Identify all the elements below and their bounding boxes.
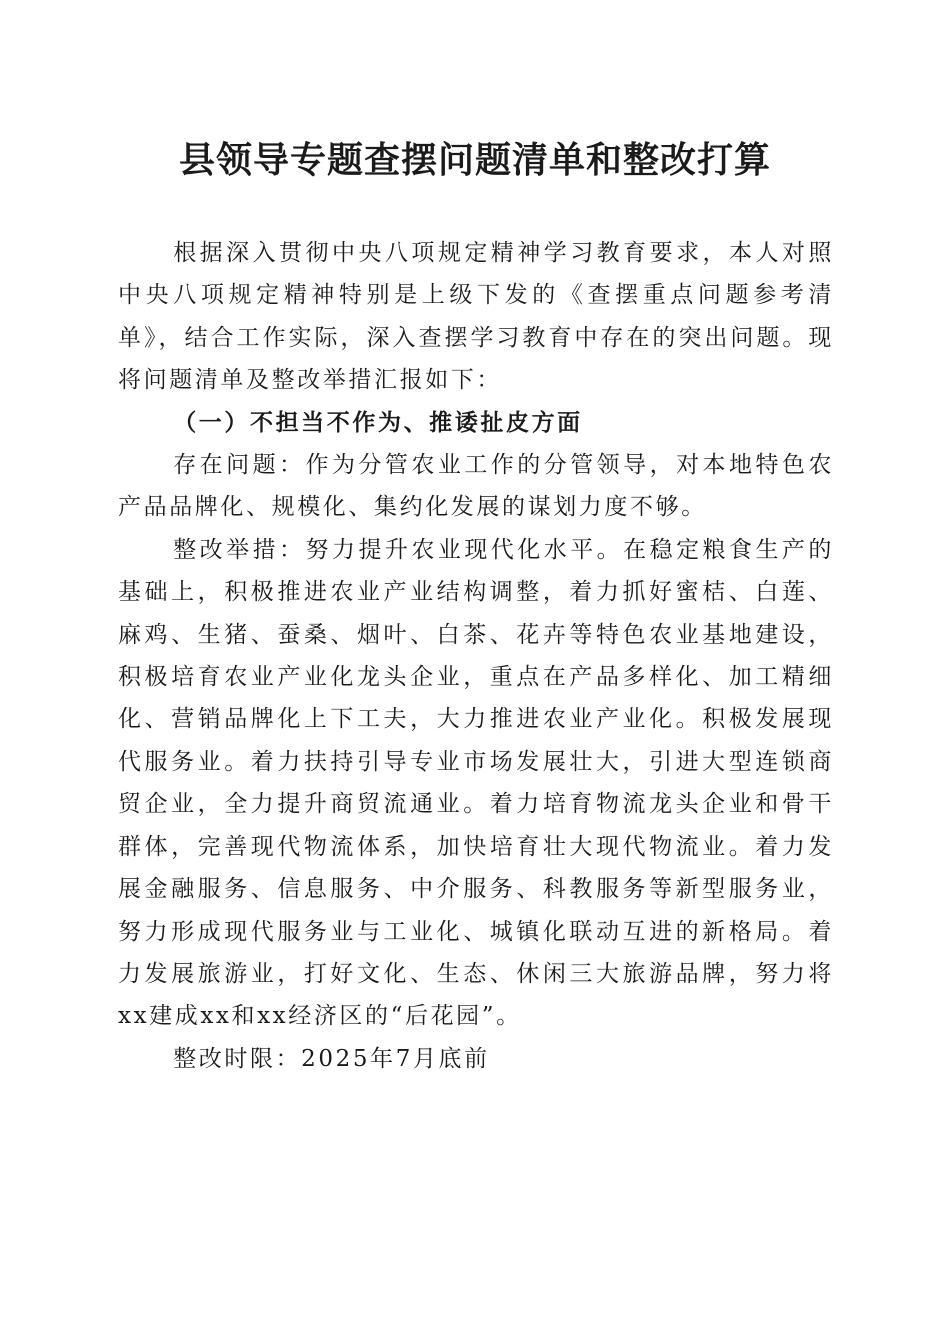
measures-paragraph: 整改举措：努力提升农业现代化水平。在稳定粮食生产的基础上，积极推进农业产业结构调整，着力抓好蜜桔、白莲、麻鸡、生猪、蚕桑、烟叶、白茶、花卉等特色农业基地建设，积极培育农业产业化龙头企业，重点在产品多样化、加工精细化、营销品牌化上下工夫，大力推进农业产业化。积极发展现代服务业。着力扶持引导专业市场发展壮大，引进大型连锁商贸企业，全力提升商贸流通业。着力培育物流龙头企业和骨干群体，完善现代物流体系，加快培育壮大现代物流业。着力发展金融服务、信息服务、中介服务、科教服务等新型服务业，努力形成现代服务业与工业化、城镇化联动互进的新格局。着力发展旅游业，打好文化、生态、休闲三大旅游品牌，努力将xx建成xx和xx经济区的“后花园”。	[118, 536, 834, 1030]
document-body	[118, 232, 834, 1080]
problem-paragraph: 存在问题：作为分管农业工作的分管领导，对本地特色农产品品牌化、规模化、集约化发展的谋划力度不够。	[118, 452, 834, 521]
section-heading: （一）不担当不作为、推诿扯皮方面	[173, 408, 583, 436]
document-title: 县领导专题查摆问题清单和整改打算	[178, 139, 771, 181]
deadline-paragraph: 整改时限：2025年7月底前	[173, 1045, 490, 1072]
intro-paragraph: 根据深入贯彻中央八项规定精神学习教育要求，本人对照中央八项规定精神特别是上级下发的《查摆重点问题参考清单》，结合工作实际，深入查摆学习教育中存在的突出问题。现将问题清单及整改举措汇报如下：	[118, 240, 834, 394]
